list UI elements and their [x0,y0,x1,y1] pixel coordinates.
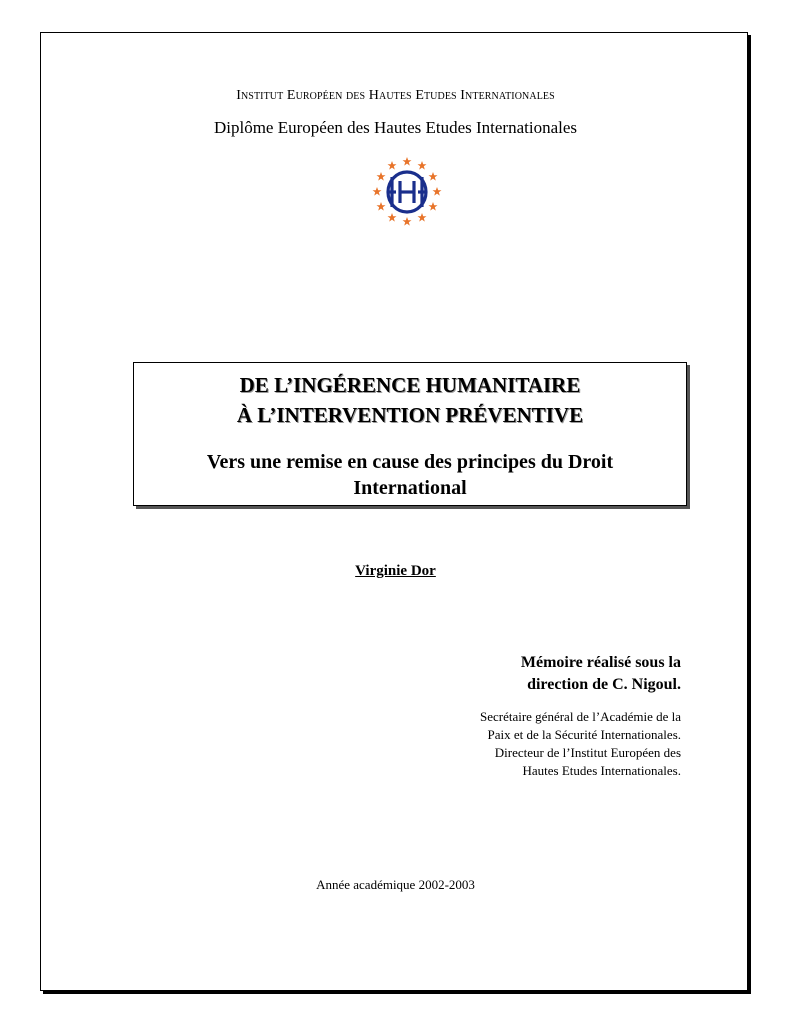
logo-star [388,161,397,170]
supervision-line-1: Mémoire réalisé sous la [520,654,681,671]
title-box [133,362,687,506]
academic-year: Année académique 2002-2003 [316,877,475,892]
logo-star [429,202,438,211]
logo-star [377,172,386,181]
author-name: Virginie Dor [355,563,436,579]
logo-star [418,161,427,170]
logo-star [377,202,386,211]
supervisor-role-line-1: Secrétaire général de l’Académie de la [479,709,681,724]
logo-star [433,187,442,196]
subtitle-line-2: International [353,477,467,499]
logo-star [403,157,412,166]
subtitle-line-1: Vers une remise en cause des principes du Droit [206,451,614,473]
subtitle [144,449,676,501]
logo-star [373,187,382,196]
institute-logo [370,155,444,229]
logo-star [418,213,427,222]
institute-name: Institut Européen des Hautes Etudes Internationales [236,88,555,103]
logo-monogram [388,172,426,212]
diploma-name: Diplôme Européen des Hautes Etudes Internationales [213,118,578,137]
logo-star [388,213,397,222]
supervision-line-2: direction de C. Nigoul. [527,676,681,693]
supervisor-role-line-4: Hautes Etudes Internationales. [522,763,681,778]
supervision-block [521,652,681,696]
logo-star [403,217,412,226]
supervisor-role [480,708,681,780]
title-divider [134,435,686,436]
title-line-1: DE L’INGÉRENCE HUMANITAIRE [239,373,581,397]
supervisor-role-line-2: Paix et de la Sécurité Internationales. [487,727,681,742]
title-line-2: À L’INTERVENTION PRÉVENTIVE [236,403,584,427]
logo-star [429,172,438,181]
supervisor-role-line-3: Directeur de l’Institut Européen des [494,745,681,760]
